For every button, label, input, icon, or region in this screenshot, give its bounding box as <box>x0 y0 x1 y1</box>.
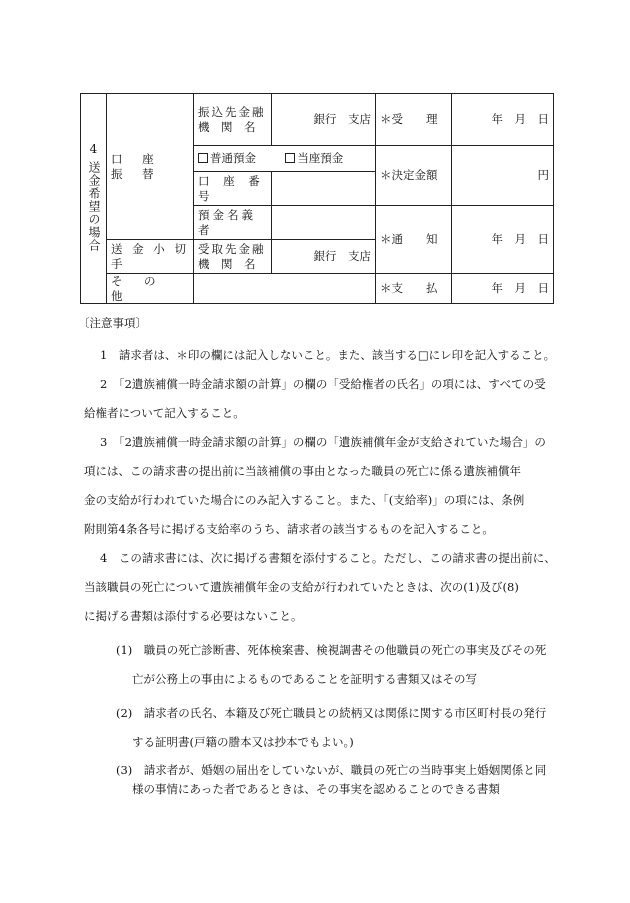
recv-bank-label <box>194 240 272 274</box>
note-line: 1 請求者は、＊印の欄には記入しないこと。また、該当する□にレ印を記入すること。 <box>100 348 556 362</box>
note-line: 亡が公務上の事由によるものであることを証明する書類又はその写 <box>132 672 477 686</box>
note-line: 4 この請求書には、次に掲げる書類を添付すること。ただし、この請求書の提出前に、 <box>100 551 556 565</box>
payment-label: ＊支 払 <box>376 274 452 304</box>
section-label: 送金希望の場合 <box>87 160 101 252</box>
account-number-label: 口 座 番 号 <box>194 172 272 206</box>
received-label: ＊受 理 <box>376 94 452 146</box>
account-holder-label: 預金名義者 <box>194 206 272 240</box>
bank-name-label <box>194 94 272 146</box>
note-line: 様の事情にあった者であるときは、その事実を認めることのできる書類 <box>132 782 500 796</box>
recv-bank-branch-field[interactable]: 銀行 支店 <box>272 240 376 274</box>
note-line: する証明書(戸籍の謄本又は抄本でもよい。) <box>132 735 354 749</box>
remittance-check-label: 送 金 小 切 手 <box>107 240 194 274</box>
note-line: 当該職員の死亡について遺族補償年金の支給が行われていたときは、次の(1)及び(8) <box>84 580 519 594</box>
current-checkbox[interactable] <box>285 153 295 163</box>
decided-amount-label: ＊決定金額 <box>376 146 452 206</box>
bank-name-label-2: 機 関 名 <box>198 119 256 134</box>
other-label: そ の 他 <box>107 274 194 304</box>
note-line: 附則第4条各号に掲げる支給率のうち、請求者の該当するものを記入すること。 <box>84 522 494 536</box>
account-holder-field[interactable] <box>272 206 376 240</box>
note-line: に掲げる書類は添付する必要はないこと。 <box>84 609 303 623</box>
current-label: 当座預金 <box>297 151 344 166</box>
remittance-form-table <box>80 93 554 304</box>
note-line: (1) 職員の死亡診断書、死体検案書、検視調書その他職員の死亡の事実及びその死 <box>116 643 547 657</box>
other-field[interactable] <box>194 274 376 304</box>
note-line: (2) 請求者の氏名、本籍及び死亡職員との続柄又は関係に関する市区町村長の発行 <box>116 706 547 720</box>
note-line: 金の支給が行われていた場合にのみ記入すること。また、「(支給率)」の項には、条例 <box>84 493 525 507</box>
note-line: 給権者について記入すること。 <box>84 406 245 420</box>
bank-name-label-1: 振込先金融 <box>198 105 266 120</box>
notice-date-field[interactable]: 年 月 日 <box>452 206 554 274</box>
ordinary-checkbox[interactable] <box>198 153 208 163</box>
deposit-type-field <box>194 146 376 172</box>
received-date-field[interactable]: 年 月 日 <box>452 94 554 146</box>
recv-bank-label-2: 機 関 名 <box>198 256 256 271</box>
notes-title: 〔注意事項〕 <box>78 316 147 330</box>
ordinary-label: 普通預金 <box>210 151 256 166</box>
payment-date-field[interactable]: 年 月 日 <box>452 274 554 304</box>
note-line: 2 「2遺族補償一時金請求額の計算」の欄の「受給権者の氏名」の項には、すべての受 <box>100 377 546 391</box>
recv-bank-label-1: 受取先金融 <box>198 242 266 257</box>
section-number: 4 <box>89 141 98 156</box>
account-transfer-label: 口 座 振 替 <box>107 94 194 240</box>
bank-branch-field[interactable]: 銀行 支店 <box>272 94 376 146</box>
note-line: 3 「2遺族補償一時金請求額の計算」の欄の「遺族補償年金が支給されていた場合」の <box>100 435 546 449</box>
notice-label: ＊通 知 <box>376 206 452 274</box>
account-number-field[interactable] <box>272 172 376 206</box>
decided-amount-field[interactable]: 円 <box>452 146 554 206</box>
note-line: 項には、この請求書の提出前に当該補償の事由となった職員の死亡に係る遺族補償年 <box>84 464 521 478</box>
section-header <box>81 94 107 304</box>
note-line: (3) 請求者が、婚姻の届出をしていないが、職員の死亡の当時事実上婚姻関係と同 <box>116 763 547 777</box>
